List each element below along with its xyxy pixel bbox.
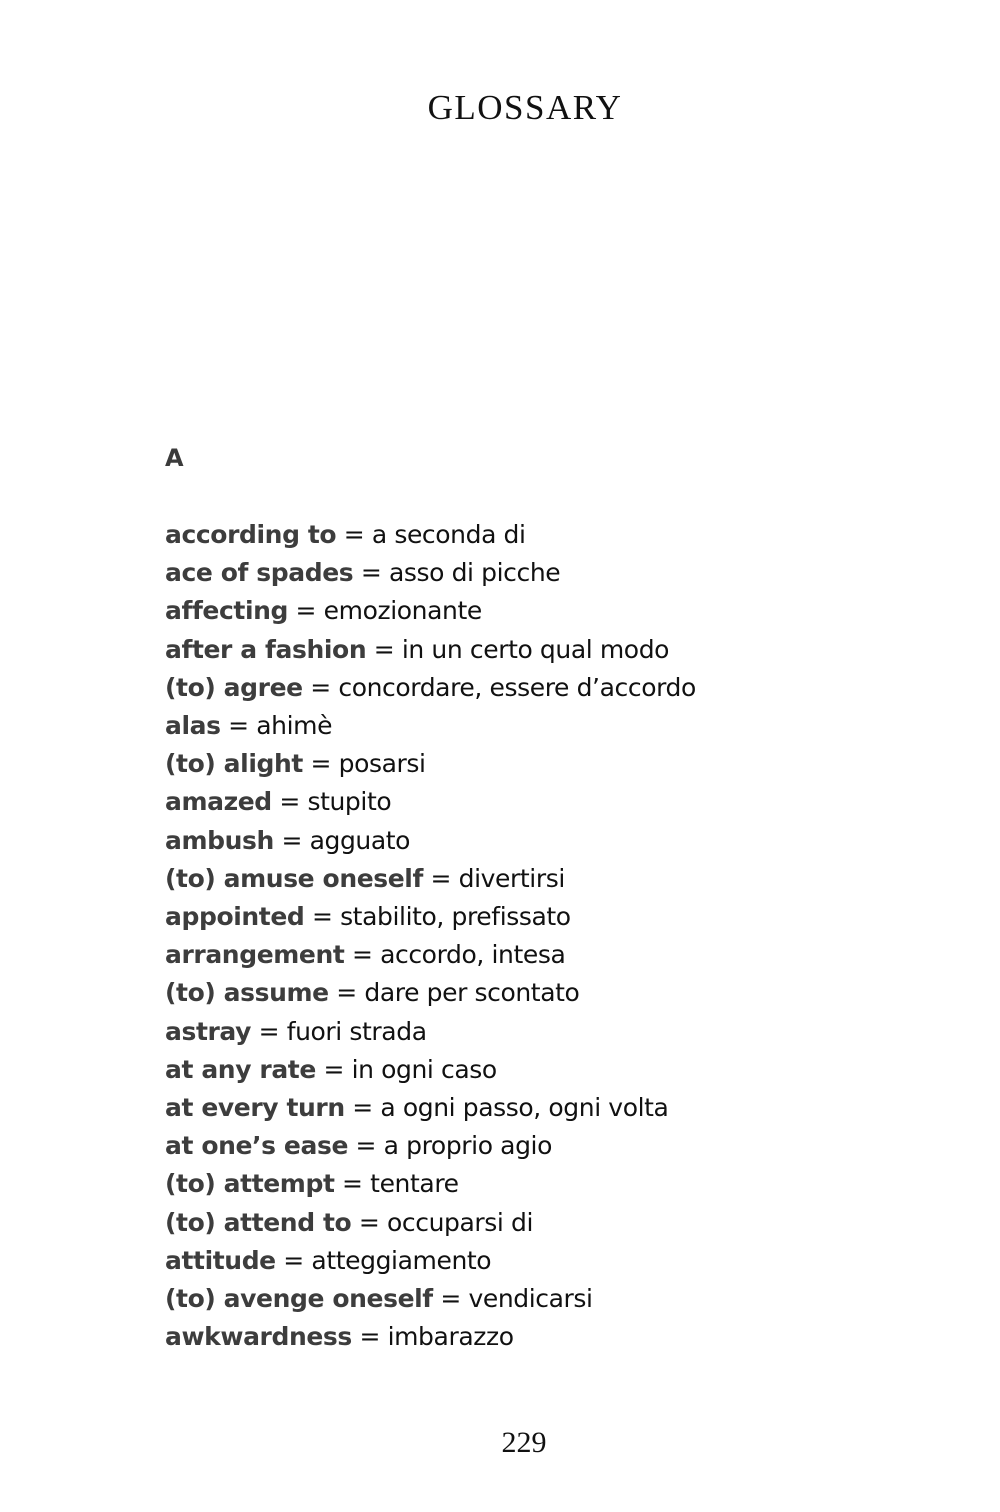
- glossary-term: astray: [165, 1016, 252, 1046]
- section-letter-heading: A: [165, 444, 184, 472]
- equals-separator: =: [344, 940, 381, 970]
- glossary-term: (to) agree: [165, 672, 303, 702]
- glossary-term: at every turn: [165, 1093, 345, 1123]
- glossary-definition: atteggiamento: [311, 1245, 492, 1275]
- equals-separator: =: [271, 787, 308, 817]
- glossary-definition: stupito: [307, 787, 392, 817]
- glossary-term: attitude: [165, 1245, 276, 1275]
- glossary-term: (to) assume: [165, 978, 329, 1008]
- glossary-entry: [165, 898, 696, 936]
- glossary-definition: fuori strada: [286, 1016, 427, 1046]
- glossary-definition: imbarazzo: [387, 1322, 514, 1352]
- glossary-definition: stabilito, prefissato: [340, 902, 571, 932]
- glossary-entry: [165, 1280, 696, 1318]
- equals-separator: =: [344, 1093, 381, 1123]
- equals-separator: =: [315, 1054, 352, 1084]
- glossary-entry: [165, 974, 696, 1012]
- equals-separator: =: [220, 711, 257, 741]
- glossary-term: (to) attempt: [165, 1169, 335, 1199]
- glossary-entry: [165, 1127, 696, 1165]
- equals-separator: =: [422, 863, 459, 893]
- glossary-term: ace of spades: [165, 558, 354, 588]
- glossary-entry: [165, 822, 696, 860]
- glossary-entry: [165, 1051, 696, 1089]
- glossary-entry: [165, 860, 696, 898]
- glossary-entry: [165, 554, 696, 592]
- glossary-definition: vendicarsi: [468, 1284, 593, 1314]
- equals-separator: =: [288, 596, 324, 626]
- equals-separator: =: [432, 1284, 469, 1314]
- glossary-definition: accordo, intesa: [380, 940, 566, 970]
- glossary-definition: in ogni caso: [351, 1054, 497, 1084]
- glossary-term: ambush: [165, 825, 274, 855]
- glossary-entry: [165, 707, 696, 745]
- glossary-definition: in un certo qual modo: [401, 634, 670, 664]
- equals-separator: =: [302, 672, 339, 702]
- glossary-definition: a ogni passo, ogni volta: [380, 1093, 669, 1123]
- glossary-term: at any rate: [165, 1054, 316, 1084]
- glossary-term: (to) avenge oneself: [165, 1284, 433, 1314]
- equals-separator: =: [328, 978, 365, 1008]
- glossary-term: amazed: [165, 787, 272, 817]
- glossary-definition: emozionante: [323, 596, 482, 626]
- equals-separator: =: [251, 1016, 287, 1046]
- glossary-entry: [165, 1242, 696, 1280]
- glossary-definition: tentare: [370, 1169, 459, 1199]
- glossary-definition: concordare, essere d’accordo: [338, 672, 696, 702]
- equals-separator: =: [302, 749, 339, 779]
- glossary-definition: asso di picche: [388, 558, 561, 588]
- glossary-definition: divertirsi: [458, 863, 565, 893]
- glossary-entry: [165, 631, 696, 669]
- equals-separator: =: [353, 558, 389, 588]
- glossary-term: at one’s ease: [165, 1131, 348, 1161]
- equals-separator: =: [334, 1169, 371, 1199]
- page-number: 229: [501, 1426, 547, 1459]
- glossary-definition: agguato: [309, 825, 411, 855]
- equals-separator: =: [336, 520, 372, 549]
- glossary-entry: [165, 1204, 696, 1242]
- equals-separator: =: [366, 634, 402, 664]
- glossary-entry: [165, 783, 696, 821]
- equals-separator: =: [351, 1207, 387, 1237]
- glossary-entry: [165, 745, 696, 783]
- glossary-entry: [165, 936, 696, 974]
- equals-separator: =: [275, 1245, 312, 1275]
- glossary-term: awkwardness: [165, 1322, 352, 1352]
- equals-separator: =: [348, 1131, 384, 1161]
- glossary-definition: posarsi: [338, 749, 426, 779]
- glossary-entry: [165, 1089, 696, 1127]
- glossary-definition: occuparsi di: [387, 1207, 534, 1237]
- glossary-definition: ahimè: [256, 711, 333, 741]
- glossary-term: affecting: [165, 596, 289, 626]
- glossary-entry: [165, 1165, 696, 1203]
- glossary-entry: [165, 592, 696, 630]
- glossary-term: after a fashion: [165, 634, 367, 664]
- glossary-entry: [165, 1318, 696, 1356]
- page-title: GLOSSARY: [427, 88, 623, 127]
- glossary-term: (to) alight: [165, 749, 303, 779]
- equals-separator: =: [273, 825, 310, 855]
- glossary-definition: dare per scontato: [364, 978, 580, 1008]
- glossary-entry: [165, 1013, 696, 1051]
- glossary-term: (to) amuse oneself: [165, 863, 423, 893]
- glossary-term: arrangement: [165, 940, 345, 970]
- glossary-term: alas: [165, 711, 221, 741]
- equals-separator: =: [351, 1322, 388, 1352]
- glossary-entry: [165, 669, 696, 707]
- glossary-term: appointed: [165, 902, 305, 932]
- glossary-term: according to: [165, 520, 337, 549]
- equals-separator: =: [304, 902, 341, 932]
- glossary-definition: a proprio agio: [383, 1131, 552, 1161]
- glossary-definition: a seconda di: [371, 520, 526, 549]
- glossary-entry-list: [165, 516, 696, 1356]
- glossary-term: (to) attend to: [165, 1207, 352, 1237]
- glossary-entry: [165, 516, 696, 554]
